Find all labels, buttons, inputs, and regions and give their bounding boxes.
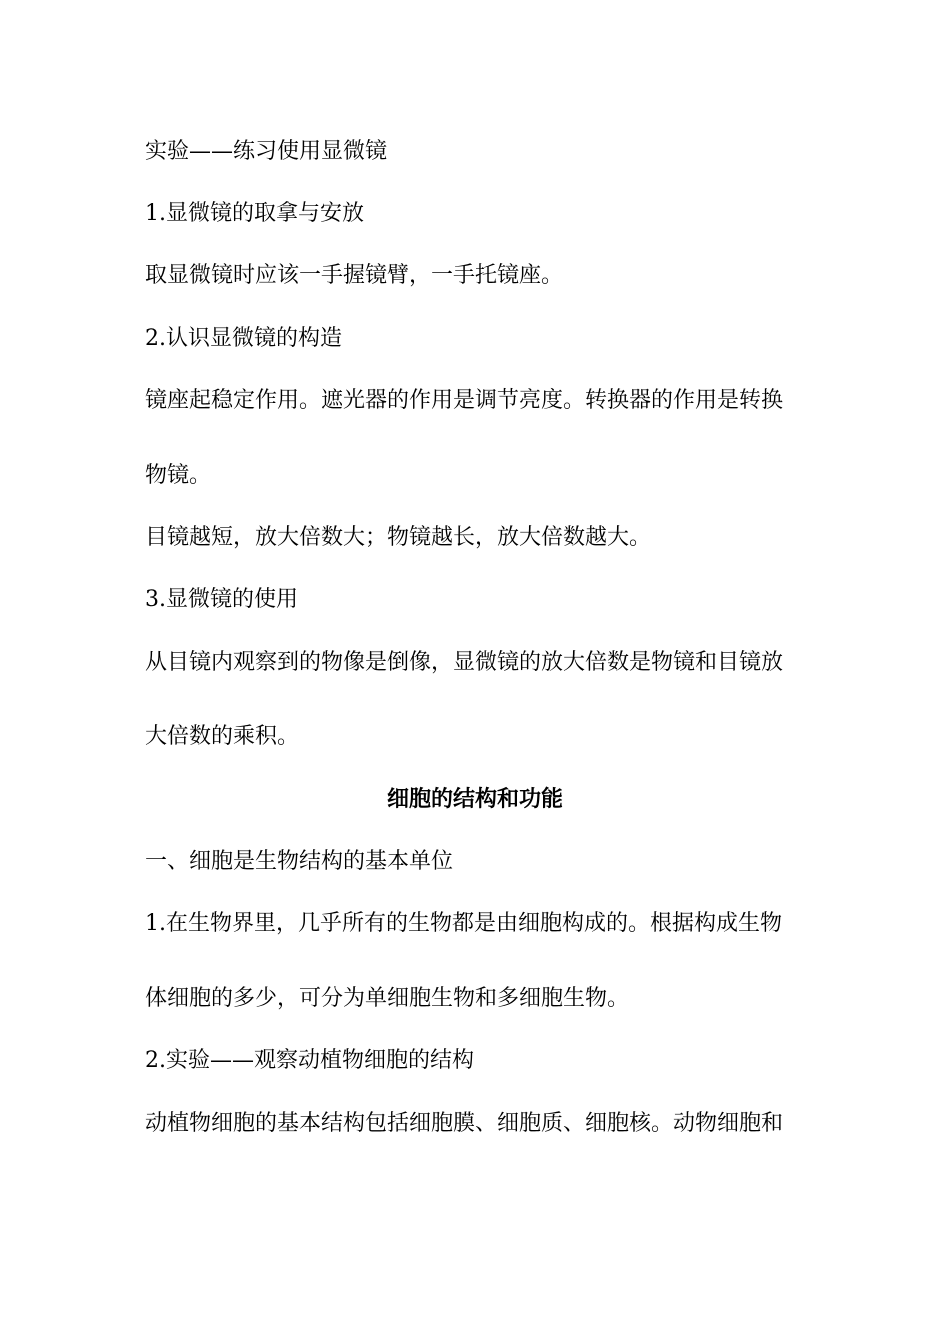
step-2-text-line-2: 物镜。 xyxy=(145,463,212,488)
step-1-heading: 1.显微镜的取拿与安放 xyxy=(145,201,364,226)
step-2-heading: 2.认识显微镜的构造 xyxy=(145,326,342,351)
step-2-text-line-3: 目镜越短，放大倍数大；物镜越长，放大倍数越大。 xyxy=(145,525,652,550)
step-1-text: 取显微镜时应该一手握镜臂，一手托镜座。 xyxy=(145,263,564,288)
section-heading: 细胞的结构和功能 xyxy=(386,787,563,812)
point-1-text-line-1: 1.在生物界里，几乎所有的生物都是由细胞构成的。根据构成生物 xyxy=(145,911,782,936)
step-2-text-line-1: 镜座起稳定作用。遮光器的作用是调节亮度。转换器的作用是转换 xyxy=(145,388,784,413)
step-3-text-line-2: 大倍数的乘积。 xyxy=(145,724,300,749)
point-1-text-line-2: 体细胞的多少，可分为单细胞生物和多细胞生物。 xyxy=(145,986,630,1011)
step-3-text-line-1: 从目镜内观察到的物像是倒像，显微镜的放大倍数是物镜和目镜放 xyxy=(145,650,784,675)
experiment-title: 实验——练习使用显微镜 xyxy=(145,139,388,164)
point-2-heading: 2.实验——观察动植物细胞的结构 xyxy=(145,1048,474,1073)
step-3-heading: 3.显微镜的使用 xyxy=(145,587,298,612)
subsection-heading: 一、细胞是生物结构的基本单位 xyxy=(145,849,454,874)
point-2-text-line-1: 动植物细胞的基本结构包括细胞膜、细胞质、细胞核。动物细胞和 xyxy=(145,1111,784,1136)
